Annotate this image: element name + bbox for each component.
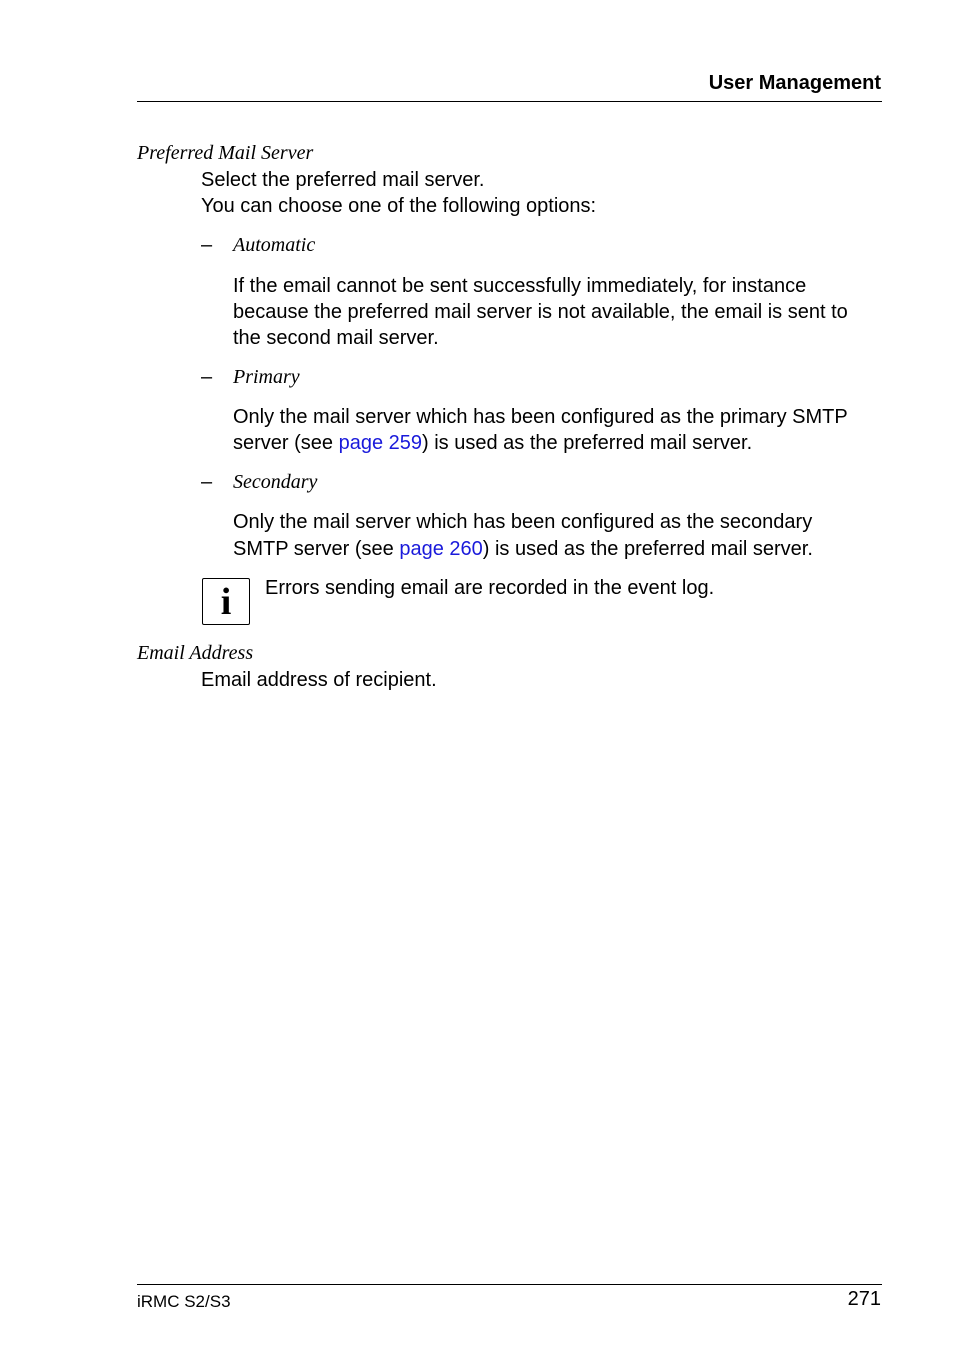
footer-rule [137,1284,882,1285]
footer-product: iRMC S2/S3 [137,1292,231,1311]
header-rule [137,101,882,102]
option-automatic-text: If the email cannot be sent successfully immediately, for instance [233,275,807,297]
page-260-link[interactable]: page 260 [399,538,483,560]
email-address-description: Email address of recipient. [201,669,437,691]
list-dash: – [201,234,213,256]
info-glyph: i [220,581,232,623]
option-automatic-label: Automatic [233,234,316,256]
option-primary-label: Primary [233,366,300,388]
option-secondary-label: Secondary [233,471,318,493]
text-fragment: ) is used as the preferred mail server. [422,432,753,454]
option-primary-text: Only the mail server which has been configured as the primary SMTP [233,406,848,428]
text-fragment: ) is used as the preferred mail server. [482,538,813,560]
option-secondary-text [233,536,813,562]
option-primary-text [233,430,752,456]
info-icon [202,578,250,625]
running-header-title: User Management [708,72,881,94]
text-fragment: SMTP server (see [233,538,400,560]
page-number: 271 [847,1288,881,1310]
option-automatic-text: because the preferred mail server is not available, the email is sent to [233,301,848,323]
option-secondary-text: Only the mail server which has been configured as the secondary [233,511,813,533]
term-preferred-mail-server: Preferred Mail Server [137,142,314,164]
option-automatic-text: the second mail server. [233,327,439,349]
info-note-text: Errors sending email are recorded in the event log. [265,577,715,599]
term-email-address: Email Address [137,642,254,664]
page-259-link[interactable]: page 259 [338,432,423,454]
list-dash: – [201,366,213,388]
description-line: Select the preferred mail server. [201,169,485,191]
list-dash: – [201,471,213,493]
text-fragment: server (see [233,432,339,454]
description-line: You can choose one of the following options: [201,195,597,217]
